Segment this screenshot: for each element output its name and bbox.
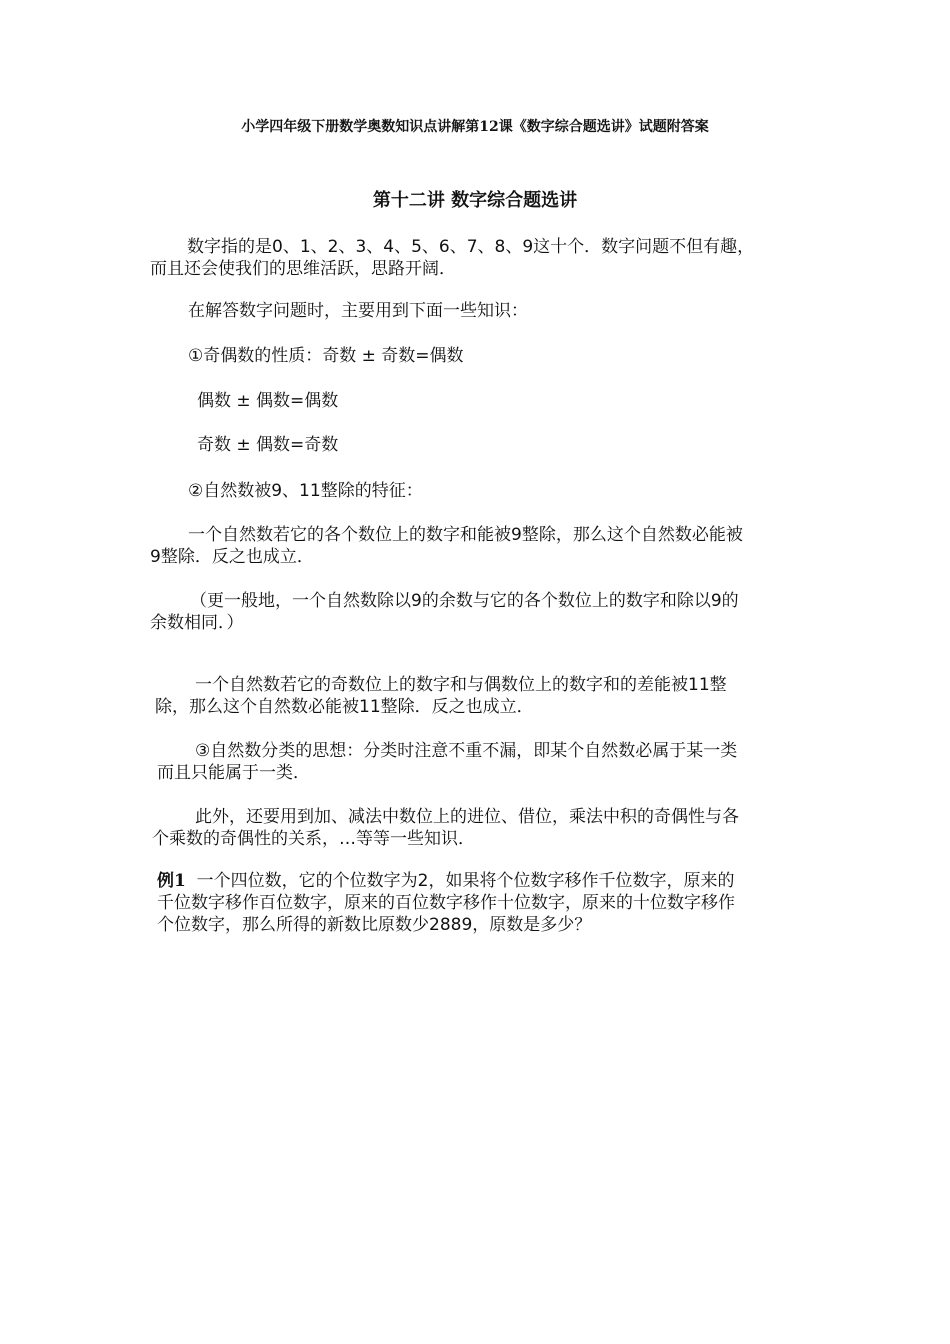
div9-note-line-2: 余数相同．） xyxy=(150,613,244,633)
divisibility-lead: ②自然数被9、11整除的特征： xyxy=(188,481,423,501)
example-1-label: 例1 xyxy=(157,871,186,891)
document-title: 小学四年级下册数学奥数知识点讲解第12课《数字综合题选讲》试题附答案 xyxy=(241,119,709,135)
parity-rule-3: 奇数 ± 偶数=奇数 xyxy=(197,435,339,455)
additional-paragraph xyxy=(152,806,739,850)
classification-line-2: 而且只能属于一类． xyxy=(157,763,310,783)
div9-paragraph xyxy=(150,524,743,568)
example-1-line-1 xyxy=(157,870,735,892)
example-1-line-3: 个位数字，那么所得的新数比原数少2889，原数是多少？ xyxy=(157,915,592,935)
parity-rule-2: 偶数 ± 偶数=偶数 xyxy=(197,391,339,411)
intro-line-1: 数字指的是0、1、2、3、4、5、6、7、8、9这十个．数字问题不但有趣， xyxy=(187,237,755,257)
intro-paragraph xyxy=(150,236,754,280)
knowledge-lead: 在解答数字问题时，主要用到下面一些知识： xyxy=(188,301,528,321)
additional-line-1: 此外，还要用到加、减法中数位上的进位、借位，乘法中积的奇偶性与各 xyxy=(195,807,739,827)
example-1-text-1: 一个四位数，它的个位数字为2，如果将个位数字移作千位数字，原来的 xyxy=(196,871,735,891)
example-1 xyxy=(157,870,735,936)
parity-rule-1: ①奇偶数的性质：奇数 ± 奇数=偶数 xyxy=(188,346,464,366)
additional-line-2: 个乘数的奇偶性的关系，…等等一些知识． xyxy=(152,829,475,849)
div11-line-1: 一个自然数若它的奇数位上的数字和与偶数位上的数字和的差能被11整 xyxy=(195,675,727,695)
classification-paragraph xyxy=(157,740,737,784)
example-1-line-2: 千位数字移作百位数字，原来的百位数字移作十位数字，原来的十位数字移作 xyxy=(157,893,735,913)
intro-line-2: 而且还会使我们的思维活跃，思路开阔． xyxy=(150,259,456,279)
lesson-heading: 第十二讲 数字综合题选讲 xyxy=(372,190,578,211)
div11-paragraph xyxy=(155,674,727,718)
div9-note-paragraph xyxy=(150,590,739,634)
div11-line-2: 除，那么这个自然数必能被11整除．反之也成立． xyxy=(155,697,534,717)
div9-note-line-1: （更一般地，一个自然数除以9的余数与它的各个数位上的数字和除以9的 xyxy=(190,591,739,611)
div9-line-2: 9整除．反之也成立． xyxy=(150,547,314,567)
classification-line-1: ③自然数分类的思想：分类时注意不重不漏，即某个自然数必属于某一类 xyxy=(195,741,738,761)
div9-line-1: 一个自然数若它的各个数位上的数字和能被9整除，那么这个自然数必能被 xyxy=(188,525,743,545)
